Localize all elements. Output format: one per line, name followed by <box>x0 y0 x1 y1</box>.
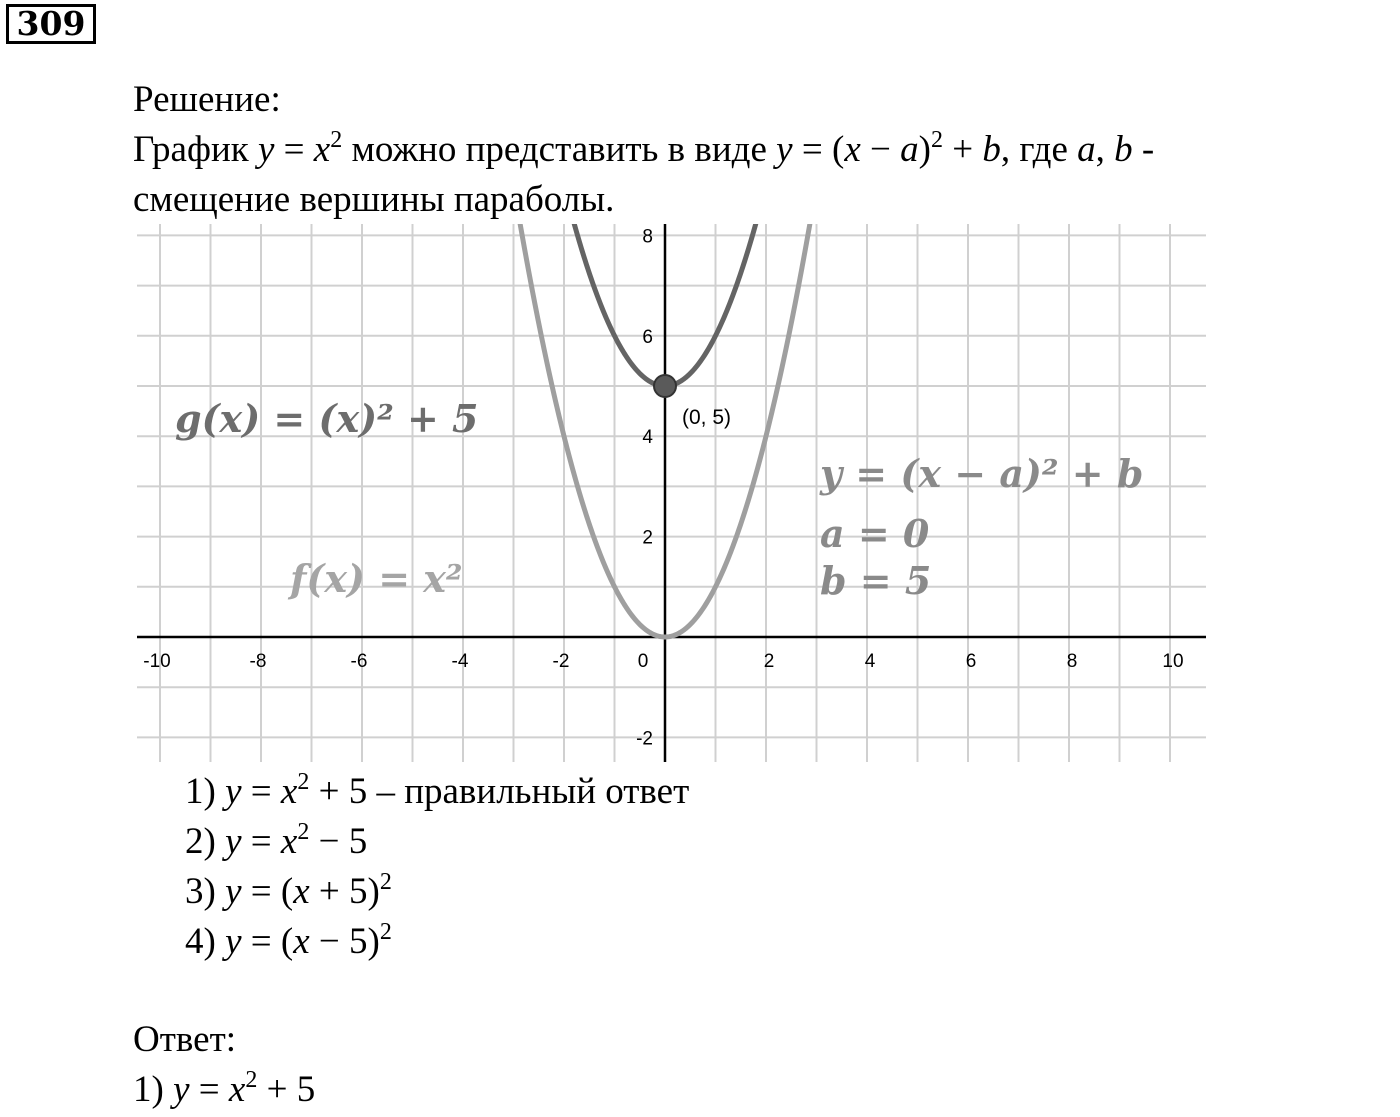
option-y: y <box>225 771 242 812</box>
option-4 <box>185 917 392 967</box>
x-tick-label: 2 <box>763 651 775 672</box>
general-form-label: y = (x − a)² + b <box>820 451 1144 496</box>
option-rest: − 5) <box>309 921 380 962</box>
eq1-op: = <box>274 129 314 170</box>
y-tick-label: -2 <box>636 728 653 750</box>
answer-label: Ответ: <box>133 1019 237 1060</box>
option-exponent: 2 <box>297 819 310 845</box>
var-b: b <box>1114 129 1133 170</box>
x-tick-label: -4 <box>451 651 469 672</box>
g-function-label: g(x) = (x)² + 5 <box>175 396 479 441</box>
y-tick-label: 6 <box>642 326 653 348</box>
option-number: 3) <box>185 871 216 912</box>
intro-line-2: смещение вершины параболы. <box>133 179 615 220</box>
option-rest: − 5 <box>309 821 368 862</box>
f-function-label: f(x) = x² <box>290 556 463 601</box>
eq1-exponent: 2 <box>330 127 343 153</box>
answer-number: 1) <box>133 1069 164 1110</box>
option-3 <box>185 867 392 917</box>
option-number: 1) <box>185 771 216 812</box>
x-tick-label: -6 <box>350 651 368 672</box>
answer-x: x <box>228 1069 246 1110</box>
eq2-exponent: 2 <box>930 127 943 153</box>
intro-text-3: , где <box>1000 129 1078 170</box>
x-tick-label: 10 <box>1162 651 1184 672</box>
eq2-y: y <box>776 129 793 170</box>
y-tick-label: 8 <box>642 226 653 248</box>
option-op: = ( <box>241 921 294 962</box>
x-tick-label: 8 <box>1066 651 1078 672</box>
eq2-plus: + <box>942 129 983 170</box>
option-x: x <box>280 821 298 862</box>
problem-number: 309 <box>6 4 96 44</box>
x-tick-label: -10 <box>143 651 171 672</box>
answer-rest: + 5 <box>257 1069 316 1110</box>
eq1-y: y <box>257 129 275 170</box>
x-tick-label: -8 <box>249 651 267 672</box>
b-value-label: b = 5 <box>820 558 932 603</box>
x-tick-label: 4 <box>864 651 876 672</box>
eq2-a: a <box>900 129 919 170</box>
option-number: 2) <box>185 821 216 862</box>
eq2-minus: − <box>860 129 901 170</box>
eq2-op: = ( <box>792 129 845 170</box>
y-tick-label: 2 <box>642 527 653 549</box>
option-note: – правильный ответ <box>367 771 690 812</box>
x-tick-label: 0 <box>637 651 649 672</box>
answer-y: y <box>173 1069 190 1110</box>
vertex-point <box>654 375 676 397</box>
answer-op: = <box>189 1069 229 1110</box>
option-rest: + 5) <box>309 871 380 912</box>
solution-label: Решение: <box>133 79 281 120</box>
answer-line <box>133 1068 315 1112</box>
eq2-x: x <box>844 129 861 170</box>
intro-text-1: График <box>133 129 249 170</box>
eq1-x: x <box>313 129 331 170</box>
option-y: y <box>225 821 242 862</box>
var-a: a <box>1077 129 1096 170</box>
option-2 <box>185 817 367 867</box>
intro-text-2: можно представить в виде <box>342 129 777 170</box>
option-rest: + 5 <box>309 771 368 812</box>
x-tick-label: -2 <box>552 651 570 672</box>
y-tick-label: 4 <box>642 427 653 449</box>
option-x: x <box>280 771 298 812</box>
option-op: = <box>241 821 281 862</box>
x-tick-label: 6 <box>965 651 977 672</box>
intro-dash: - <box>1132 129 1155 170</box>
option-exponent: 2 <box>379 869 392 895</box>
option-x: x <box>293 871 310 912</box>
option-op: = <box>241 771 281 812</box>
option-exponent: 2 <box>297 769 310 795</box>
option-y: y <box>225 921 242 962</box>
eq2-b: b <box>982 129 1001 170</box>
vertex-label: (0, 5) <box>682 406 732 429</box>
a-value-label: a = 0 <box>820 511 930 556</box>
eq2-close: ) <box>918 129 931 170</box>
intro-comma: , <box>1095 129 1115 170</box>
answer-exponent: 2 <box>245 1067 258 1093</box>
option-exponent: 2 <box>379 919 392 945</box>
option-number: 4) <box>185 921 216 962</box>
option-op: = ( <box>241 871 294 912</box>
option-y: y <box>225 871 242 912</box>
option-x: x <box>293 921 310 962</box>
option-1 <box>185 767 689 817</box>
